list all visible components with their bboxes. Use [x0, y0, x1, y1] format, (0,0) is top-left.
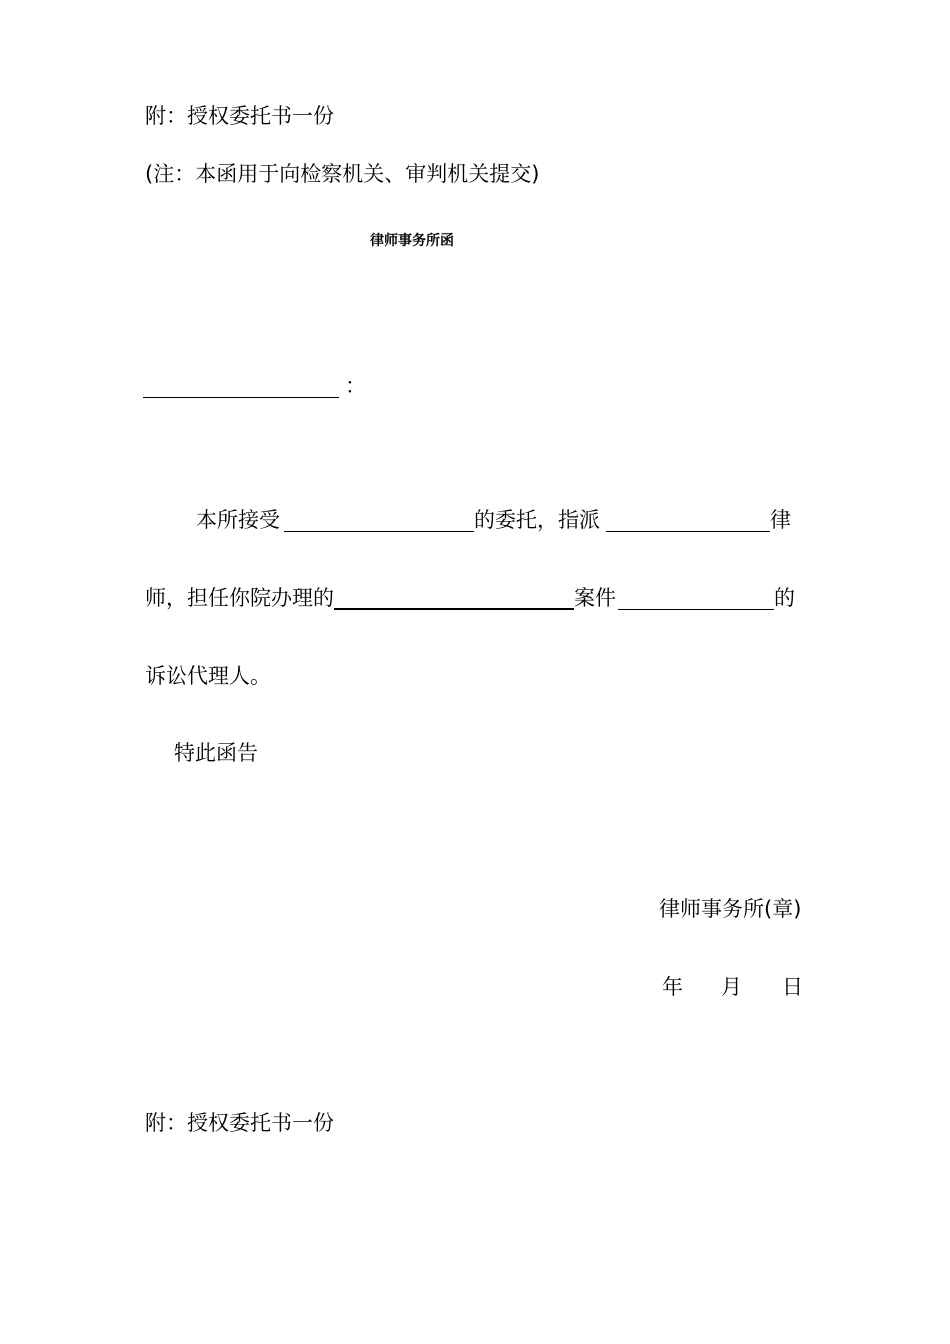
body-text-of: 的 — [774, 586, 795, 610]
body-line-3: 诉讼代理人。 — [145, 664, 271, 688]
closing-remark: 特此函告 — [174, 741, 258, 765]
body-line-2 — [145, 586, 795, 610]
client-blank[interactable] — [284, 509, 474, 532]
attachment-note-top: 附：授权委托书一份 — [145, 104, 334, 128]
date-day: 日 — [782, 975, 803, 999]
letter-title: 律师事务所函 — [370, 233, 454, 249]
date-month: 月 — [721, 975, 742, 999]
body-text-assign: 的委托，指派 — [474, 508, 600, 532]
recipient-blank[interactable] — [143, 375, 339, 398]
body-text-court: 师，担任你院办理的 — [145, 586, 334, 610]
date-year: 年 — [662, 975, 683, 999]
body-text-accept: 本所接受 — [196, 508, 280, 532]
lawyer-name-blank[interactable] — [606, 509, 770, 532]
date-line — [662, 975, 803, 999]
attachment-note-bottom: 附：授权委托书一份 — [145, 1111, 334, 1135]
usage-note: (注：本函用于向检察机关、审判机关提交) — [145, 162, 540, 186]
body-line-1 — [196, 508, 791, 532]
salutation-line — [143, 374, 366, 398]
body-text-case: 案件 — [574, 586, 616, 610]
party-role-blank[interactable] — [618, 587, 774, 610]
case-name-blank[interactable] — [334, 586, 574, 610]
salutation-colon: ： — [345, 374, 366, 398]
body-text-lawyer-start: 律 — [770, 508, 791, 532]
signature-line: 律师事务所(章) — [659, 897, 802, 921]
